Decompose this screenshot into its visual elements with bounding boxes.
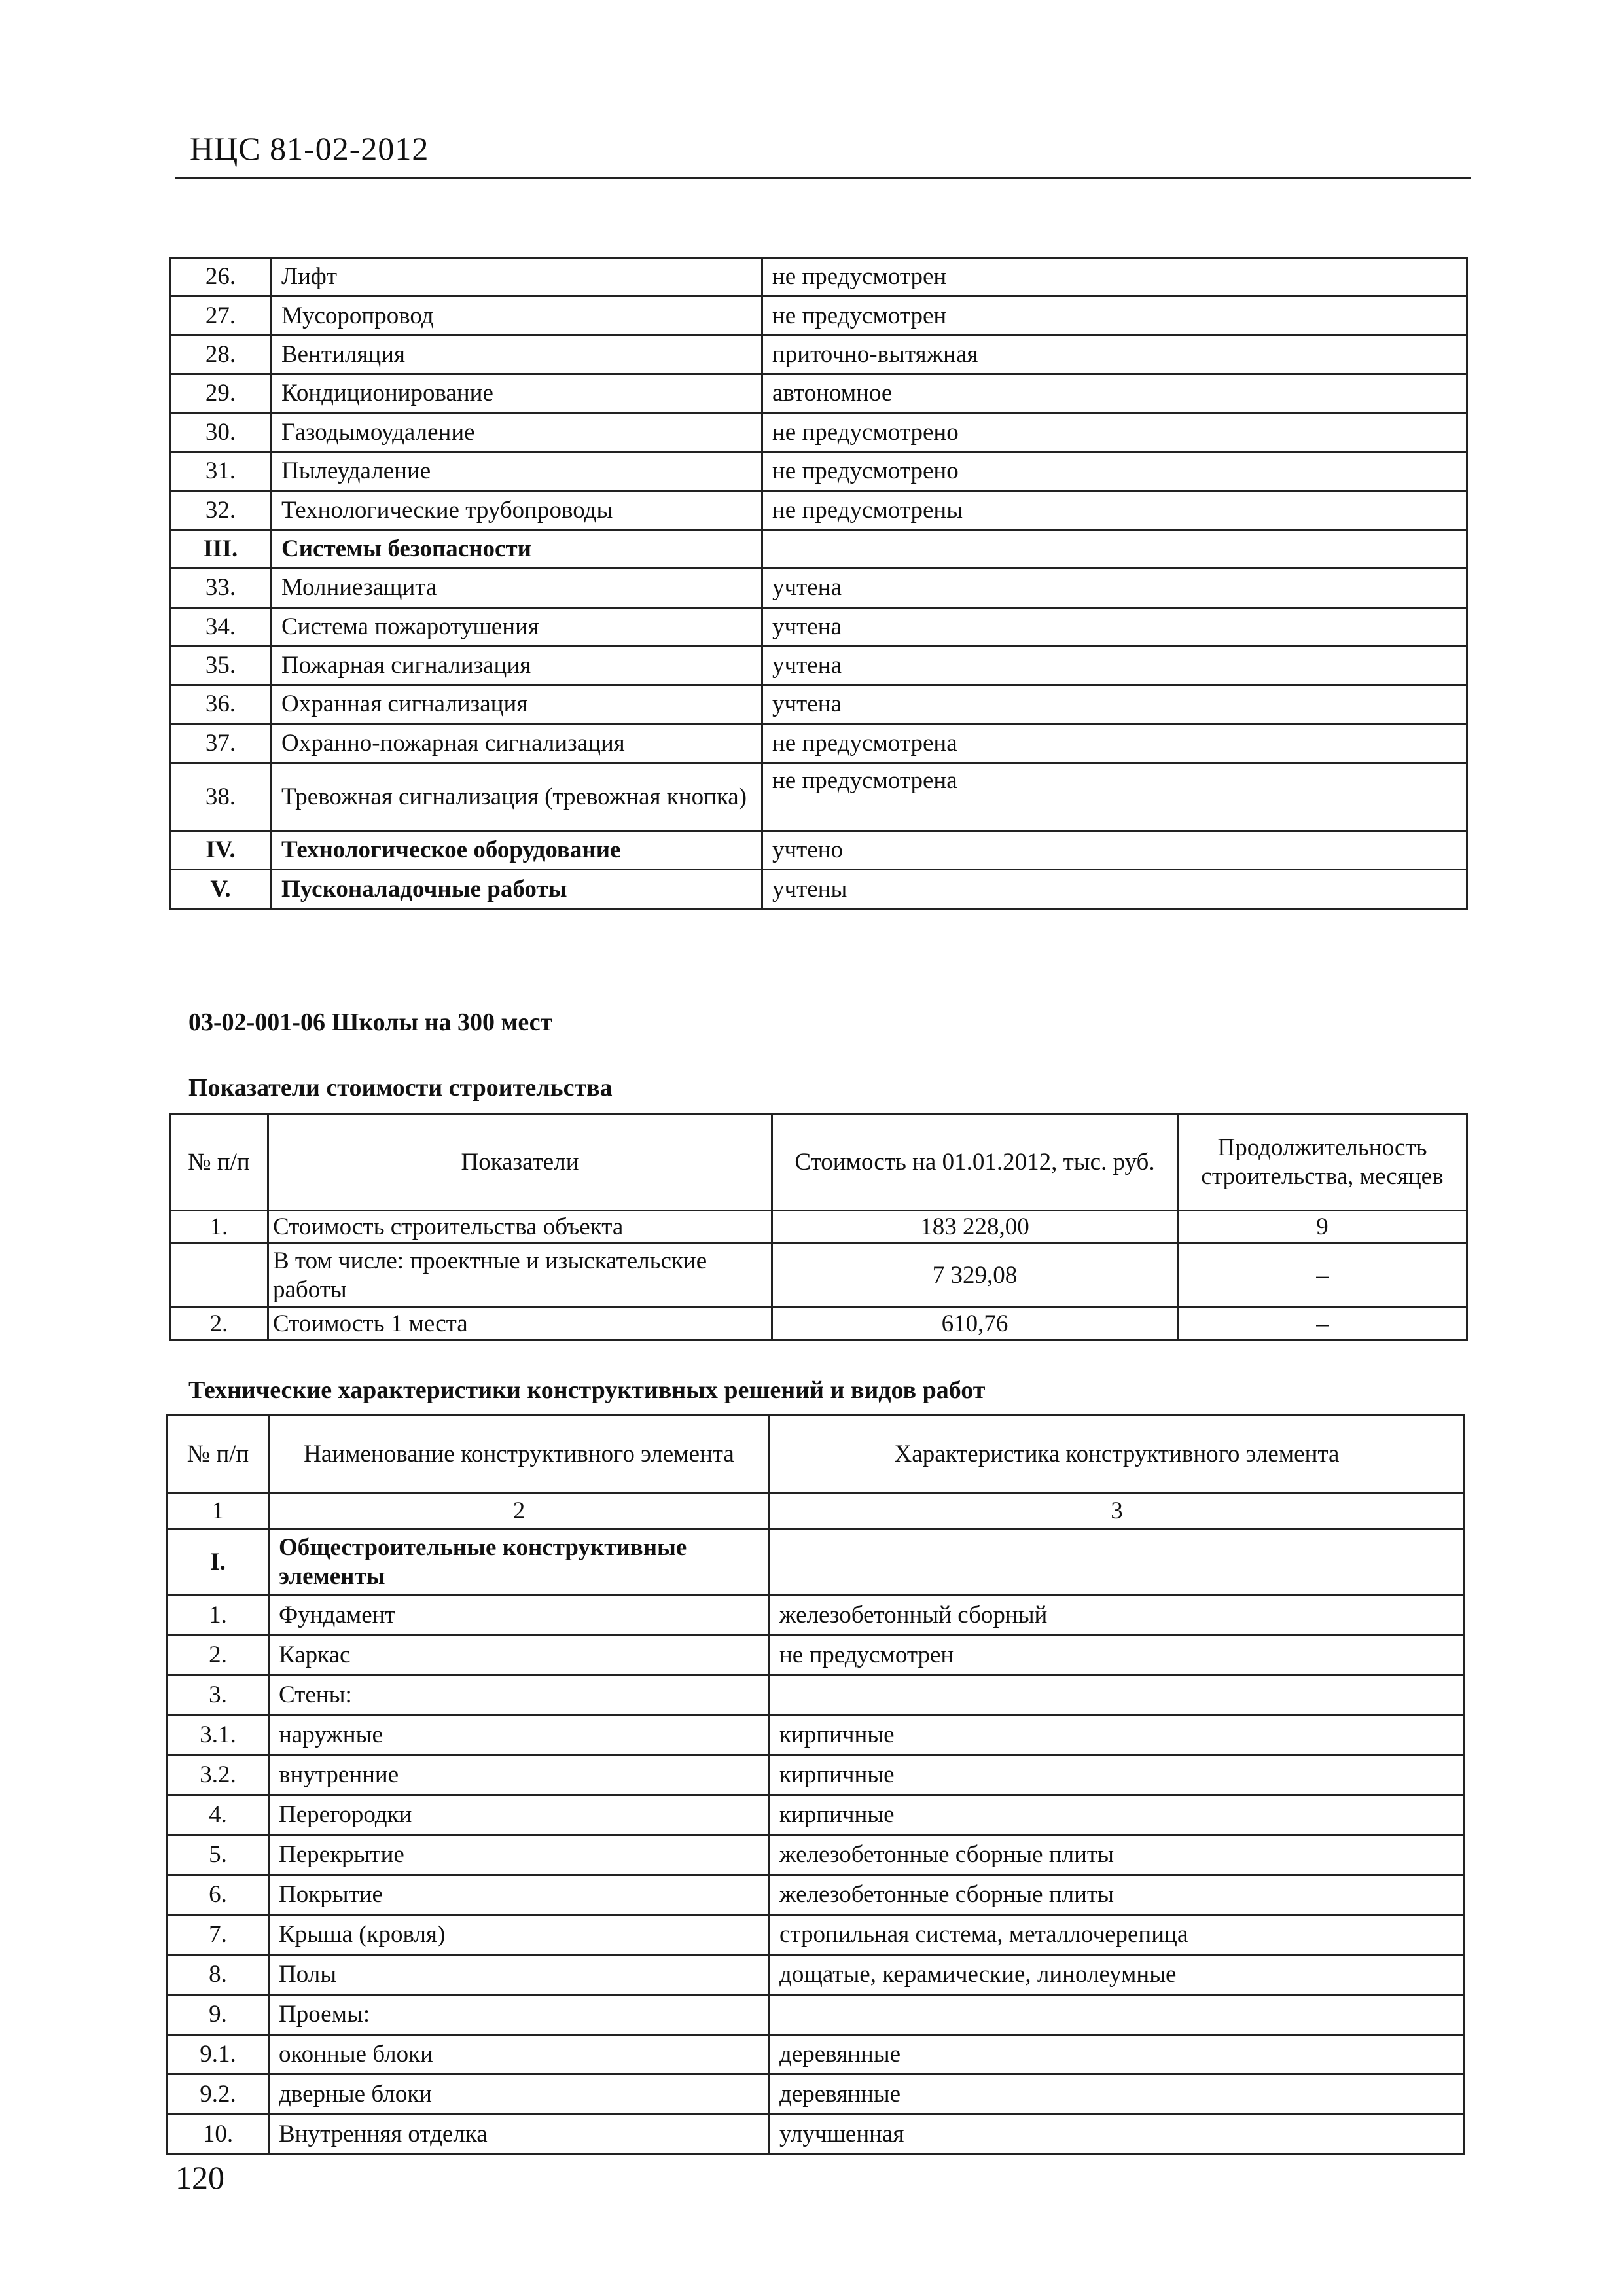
row-num: 28. bbox=[170, 335, 272, 374]
row-value: кирпичные bbox=[770, 1795, 1465, 1835]
row-value: железобетонные сборные плиты bbox=[770, 1875, 1465, 1915]
table-row bbox=[168, 1676, 1465, 1715]
row-name: Лифт bbox=[272, 258, 762, 296]
row-value: улучшенная bbox=[770, 2115, 1465, 2155]
construction-elements-table bbox=[166, 1414, 1465, 2155]
row-num: 32. bbox=[170, 491, 272, 529]
row-name: Покрытие bbox=[269, 1875, 770, 1915]
row-num: IV. bbox=[170, 831, 272, 870]
row-num: 10. bbox=[168, 2115, 269, 2155]
row-num: 2. bbox=[168, 1636, 269, 1676]
header-cost: Стоимость на 01.01.2012, тыс. руб. bbox=[772, 1114, 1178, 1211]
tech-heading: Технические характеристики конструктивных решений и видов работ bbox=[188, 1376, 986, 1404]
row-value: деревянные bbox=[770, 2035, 1465, 2075]
table-row bbox=[170, 258, 1467, 296]
row-value: стропильная система, металлочерепица bbox=[770, 1915, 1465, 1955]
column-number: 1 bbox=[168, 1494, 269, 1529]
row-value bbox=[770, 1995, 1465, 2035]
row-num: 33. bbox=[170, 569, 272, 607]
table-row bbox=[170, 1211, 1467, 1244]
row-num bbox=[170, 1244, 268, 1308]
table-row bbox=[170, 724, 1467, 762]
header-element-characteristic: Характеристика конструктивного элемента bbox=[770, 1415, 1465, 1494]
table-row bbox=[170, 831, 1467, 870]
row-num: 9. bbox=[168, 1995, 269, 2035]
row-value: кирпичные bbox=[770, 1715, 1465, 1755]
table-row bbox=[168, 1715, 1465, 1755]
row-name: Внутренняя отделка bbox=[269, 2115, 770, 2155]
row-name: Охранно-пожарная сигнализация bbox=[272, 724, 762, 762]
header-element-name: Наименование конструктивного элемента bbox=[269, 1415, 770, 1494]
row-value: учтена bbox=[762, 685, 1467, 724]
table-row bbox=[170, 763, 1467, 831]
row-value: не предусмотрена bbox=[762, 724, 1467, 762]
row-name: Система пожаротушения bbox=[272, 607, 762, 646]
row-name: Пылеудаление bbox=[272, 452, 762, 490]
row-name: Фундамент bbox=[269, 1596, 770, 1636]
table-row bbox=[168, 2115, 1465, 2155]
row-value: не предусмотрены bbox=[762, 491, 1467, 529]
row-num: 31. bbox=[170, 452, 272, 490]
row-num: 30. bbox=[170, 413, 272, 452]
row-value: деревянные bbox=[770, 2075, 1465, 2115]
table-row bbox=[168, 1596, 1465, 1636]
row-name: Мусоропровод bbox=[272, 296, 762, 335]
row-value: не предусмотрен bbox=[762, 296, 1467, 335]
row-name: Пусконаладочные работы bbox=[272, 870, 762, 908]
row-name: Тревожная сигнализация (тревожная кнопка) bbox=[272, 763, 762, 831]
row-value bbox=[770, 1529, 1465, 1596]
row-name: наружные bbox=[269, 1715, 770, 1755]
row-num: 2. bbox=[170, 1308, 268, 1340]
engineering-systems-table bbox=[169, 257, 1468, 910]
table-row bbox=[168, 1835, 1465, 1875]
row-name: Стоимость строительства объекта bbox=[268, 1211, 772, 1244]
row-value: не предусмотрено bbox=[762, 413, 1467, 452]
row-value: кирпичные bbox=[770, 1755, 1465, 1795]
row-num: 26. bbox=[170, 258, 272, 296]
row-name: Вентиляция bbox=[272, 335, 762, 374]
row-num: 34. bbox=[170, 607, 272, 646]
row-num: I. bbox=[168, 1529, 269, 1596]
document-code: НЦС 81-02-2012 bbox=[190, 130, 429, 167]
table-row bbox=[168, 1529, 1465, 1596]
row-num: 7. bbox=[168, 1915, 269, 1955]
row-value: не предусмотрено bbox=[762, 452, 1467, 490]
row-num: 3.1. bbox=[168, 1715, 269, 1755]
table-row bbox=[168, 1995, 1465, 2035]
row-value: учтена bbox=[762, 646, 1467, 685]
row-name: Крыша (кровля) bbox=[269, 1915, 770, 1955]
row-value: не предусмотрена bbox=[762, 763, 1467, 831]
row-duration: 9 bbox=[1178, 1211, 1467, 1244]
row-num: 9.1. bbox=[168, 2035, 269, 2075]
row-value: учтена bbox=[762, 569, 1467, 607]
cost-heading: Показатели стоимости строительства bbox=[188, 1074, 613, 1102]
section-title: 03-02-001-06 Школы на 300 мест bbox=[188, 1009, 553, 1036]
row-name: Стоимость 1 места bbox=[268, 1308, 772, 1340]
row-name: Технологическое оборудование bbox=[272, 831, 762, 870]
table-row bbox=[170, 529, 1467, 568]
row-name: В том числе: проектные и изыскательские работы bbox=[268, 1244, 772, 1308]
row-value: приточно-вытяжная bbox=[762, 335, 1467, 374]
table-row bbox=[170, 685, 1467, 724]
table-row bbox=[170, 607, 1467, 646]
column-numbers-row bbox=[168, 1494, 1465, 1529]
row-num: 1. bbox=[168, 1596, 269, 1636]
row-num: 8. bbox=[168, 1955, 269, 1995]
page-number: 120 bbox=[175, 2159, 224, 2196]
table-row bbox=[168, 1795, 1465, 1835]
row-value: автономное bbox=[762, 374, 1467, 413]
row-name: Газодымоудаление bbox=[272, 413, 762, 452]
row-name: Полы bbox=[269, 1955, 770, 1995]
row-num: 27. bbox=[170, 296, 272, 335]
row-duration: – bbox=[1178, 1244, 1467, 1308]
row-num: 1. bbox=[170, 1211, 268, 1244]
row-name: Технологические трубопроводы bbox=[272, 491, 762, 529]
row-name: Перегородки bbox=[269, 1795, 770, 1835]
row-cost: 183 228,00 bbox=[772, 1211, 1178, 1244]
header-indicators: Показатели bbox=[268, 1114, 772, 1211]
row-name: Молниезащита bbox=[272, 569, 762, 607]
table-row bbox=[168, 2035, 1465, 2075]
header-duration: Продолжительность строительства, месяцев bbox=[1178, 1114, 1467, 1211]
row-value: не предусмотрен bbox=[770, 1636, 1465, 1676]
header-num: № п/п bbox=[170, 1114, 268, 1211]
row-name: Кондиционирование bbox=[272, 374, 762, 413]
table-row bbox=[170, 374, 1467, 413]
row-value: железобетонные сборные плиты bbox=[770, 1835, 1465, 1875]
row-name: Перекрытие bbox=[269, 1835, 770, 1875]
row-duration: – bbox=[1178, 1308, 1467, 1340]
row-num: 29. bbox=[170, 374, 272, 413]
table-row bbox=[168, 1915, 1465, 1955]
row-name: Охранная сигнализация bbox=[272, 685, 762, 724]
row-num: III. bbox=[170, 529, 272, 568]
tech-table-header bbox=[168, 1415, 1465, 1494]
row-cost: 7 329,08 bbox=[772, 1244, 1178, 1308]
header-num: № п/п bbox=[168, 1415, 269, 1494]
row-name: внутренние bbox=[269, 1755, 770, 1795]
row-value: не предусмотрен bbox=[762, 258, 1467, 296]
row-num: 36. bbox=[170, 685, 272, 724]
row-num: 3.2. bbox=[168, 1755, 269, 1795]
row-value: железобетонный сборный bbox=[770, 1596, 1465, 1636]
row-value bbox=[770, 1676, 1465, 1715]
table-row bbox=[170, 296, 1467, 335]
row-num: 4. bbox=[168, 1795, 269, 1835]
table-row bbox=[170, 491, 1467, 529]
row-value: дощатые, керамические, линолеумные bbox=[770, 1955, 1465, 1995]
table-row bbox=[168, 1636, 1465, 1676]
row-name: дверные блоки bbox=[269, 2075, 770, 2115]
table-row bbox=[168, 1955, 1465, 1995]
cost-table-header bbox=[170, 1114, 1467, 1211]
row-num: 5. bbox=[168, 1835, 269, 1875]
header-rule bbox=[175, 177, 1471, 179]
row-num: 6. bbox=[168, 1875, 269, 1915]
table-row bbox=[170, 452, 1467, 490]
column-number: 3 bbox=[770, 1494, 1465, 1529]
row-value: учтена bbox=[762, 607, 1467, 646]
row-cost: 610,76 bbox=[772, 1308, 1178, 1340]
row-num: 37. bbox=[170, 724, 272, 762]
row-num: 35. bbox=[170, 646, 272, 685]
table-row bbox=[170, 646, 1467, 685]
row-num: 9.2. bbox=[168, 2075, 269, 2115]
row-name: Проемы: bbox=[269, 1995, 770, 2035]
row-name: Каркас bbox=[269, 1636, 770, 1676]
table-row bbox=[168, 1755, 1465, 1795]
column-number: 2 bbox=[269, 1494, 770, 1529]
row-name: оконные блоки bbox=[269, 2035, 770, 2075]
table-row bbox=[170, 569, 1467, 607]
table-row bbox=[170, 1308, 1467, 1340]
cost-table bbox=[169, 1113, 1468, 1341]
row-value: учтены bbox=[762, 870, 1467, 908]
row-name: Общестроительные конструктивные элементы bbox=[269, 1529, 770, 1596]
row-num: 38. bbox=[170, 763, 272, 831]
row-value bbox=[762, 529, 1467, 568]
table-row bbox=[170, 413, 1467, 452]
row-name: Пожарная сигнализация bbox=[272, 646, 762, 685]
row-name: Системы безопасности bbox=[272, 529, 762, 568]
table-row bbox=[170, 335, 1467, 374]
row-value: учтено bbox=[762, 831, 1467, 870]
table-row bbox=[170, 870, 1467, 908]
row-name: Стены: bbox=[269, 1676, 770, 1715]
table-row bbox=[170, 1244, 1467, 1308]
row-num: 3. bbox=[168, 1676, 269, 1715]
table-row bbox=[168, 1875, 1465, 1915]
row-num: V. bbox=[170, 870, 272, 908]
table-row bbox=[168, 2075, 1465, 2115]
